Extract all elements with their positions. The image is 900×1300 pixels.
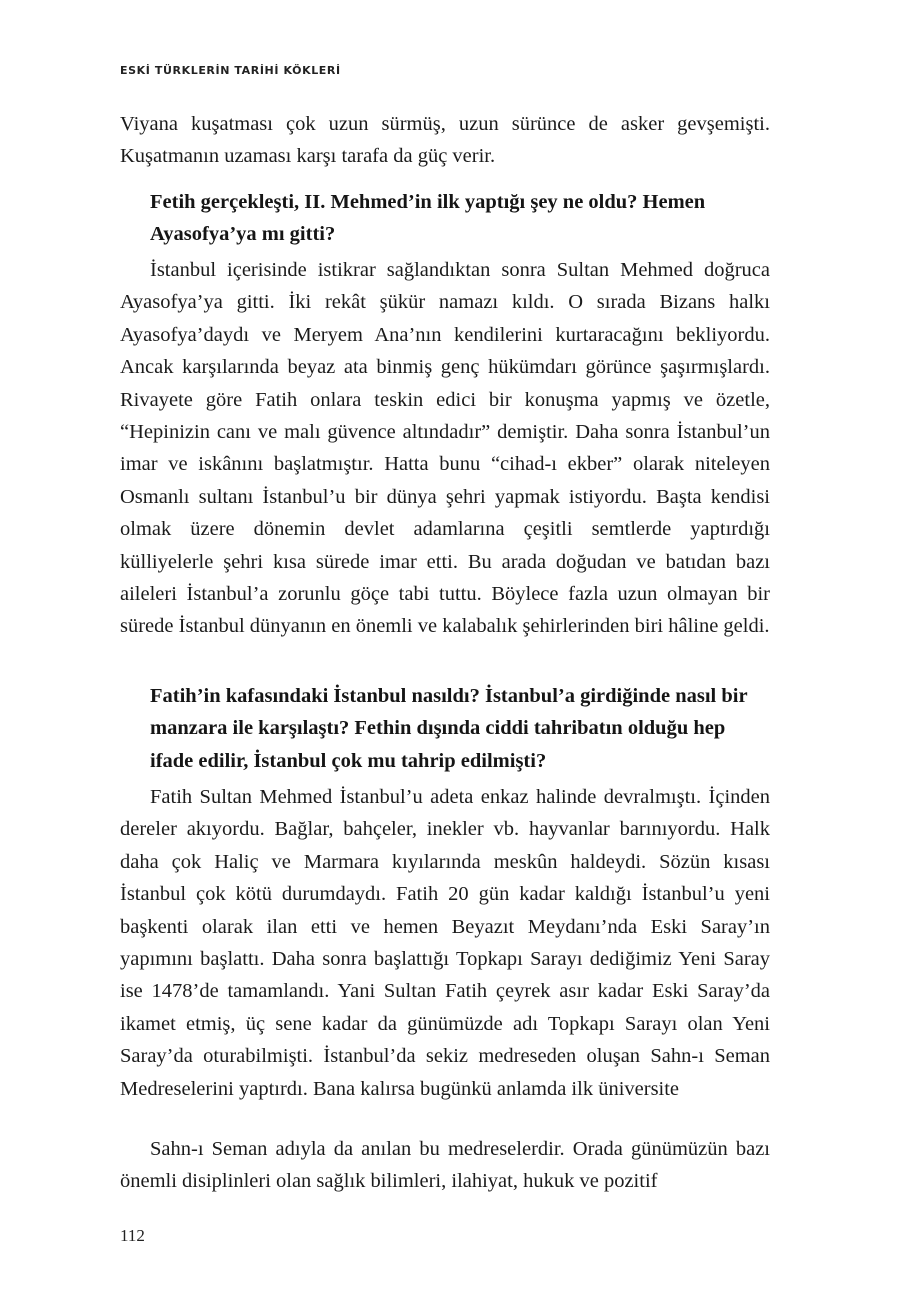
answer-paragraph-3: Sahn-ı Seman adıyla da anılan bu medreselerdir. Orada günümüzün bazı önemli disiplinleri olan sağlık bilimleri, ilahiyat, hukuk ve pozitif — [120, 1138, 770, 1193]
answer-block-3 — [120, 1133, 770, 1198]
question-heading-1: Fetih gerçekleşti, II. Mehmed’in ilk yaptığı şey ne oldu? Hemen Ayasofya’ya mı gitti? — [150, 191, 706, 246]
answer-block-1 — [120, 254, 770, 643]
answer-paragraph-1: İstanbul içerisinde istikrar sağlandıktan sonra Sultan Mehmed doğruca Ayasofya’ya gitti. İki rekât şükür namazı kıldı. O sırada Bizans halkı Ayasofya’daydı ve Meryem Ana’nın kendilerini kurtaracağını bekliyordu. Ancak karşılarında beyaz ata binmiş genç hükümdarı görünce şaşırmışlardı. Rivayete göre Fatih onlara teskin edici bir konuşma yapmış ve özetle, “Hepinizin canı ve malı güvence altındadır” demiştir. Daha sonra İstanbul’un imar ve iskânını başlatmıştır. Hatta bunu “cihad-ı ekber” olarak niteleyen Osmanlı sultanı İstanbul’u bir dünya şehri yapmak istiyordu. Başta kendisi olmak üzere dönemin devlet adamlarına çeşitli semtlerde yaptırdığı külliyelerle şehri kısa sürede imar etti. Bu arada doğudan ve batıdan bazı aileleri İstanbul’a zorunlu göçe tabi tuttu. Böylece fazla uzun olmayan bir sürede İstanbul dünyanın en önemli ve kalabalık şehirlerinden biri hâline geldi. — [120, 259, 770, 638]
intro-paragraph: Viyana kuşatması çok uzun sürmüş, uzun sürünce de asker gevşemişti. Kuşatmanın uzaması karşı tarafa da güç verir. — [120, 113, 770, 168]
intro-paragraph-block — [120, 108, 770, 173]
question-heading-2: Fatih’in kafasındaki İstanbul nasıldı? İstanbul’a girdiğinde nasıl bir manzara ile karşılaştı? Fethin dışında ciddi tahribatın olduğu hep ifade edilir, İstanbul çok mu tahrip edilmişti? — [150, 685, 748, 772]
answer-block-2 — [120, 781, 770, 1105]
page-number: 112 — [120, 1226, 145, 1245]
running-header: ESKİ TÜRKLERİN TARİHİ KÖKLERİ — [120, 64, 341, 77]
answer-paragraph-2: Fatih Sultan Mehmed İstanbul’u adeta enkaz halinde devralmıştı. İçinden dereler akıyordu. Bağlar, bahçeler, inekler vb. hayvanlar barınıyordu. Halk daha çok Haliç ve Marmara kıyılarında meskûn haldeydi. Sözün kısası İstanbul çok kötü durumdaydı. Fatih 20 gün kadar kaldığı İstanbul’u yeni başkenti olarak ilan etti ve hemen Beyazıt Meydanı’nda Eski Saray’ın yapımını başlattı. Daha sonra başlattığı Topkapı Sarayı dediğimiz Yeni Saray ise 1478’de tamamlandı. Yani Sultan Fatih çeyrek asır kadar Eski Saray’da ikamet etmiş, üç sene kadar da günümüzde adı Topkapı Sarayı olan Yeni Saray’da oturabilmişti. İstanbul’da sekiz medreseden oluşan Sahn-ı Seman Medreselerini yaptırdı. Bana kalırsa bugünkü anlamda ilk üniversite — [120, 786, 770, 1100]
